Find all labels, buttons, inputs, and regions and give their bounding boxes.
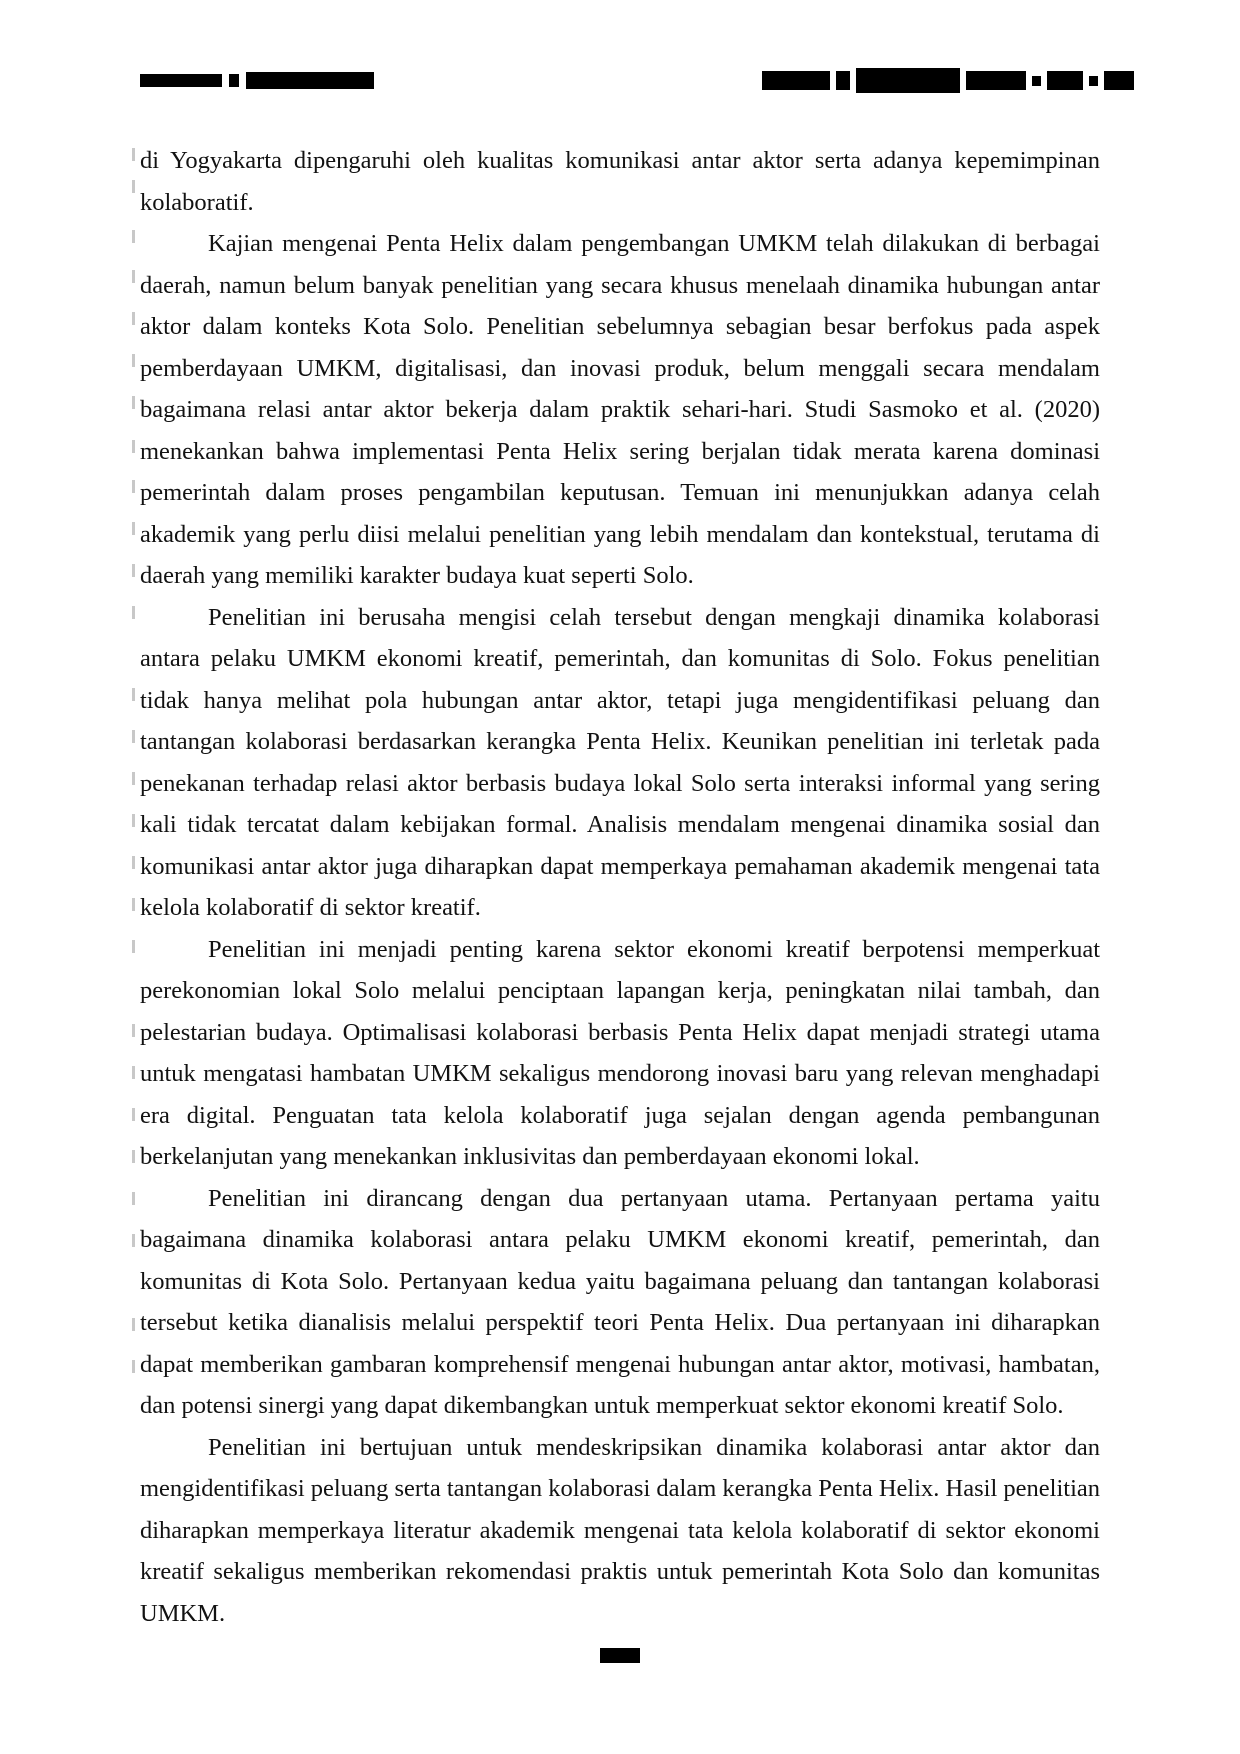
redaction-bar-icon xyxy=(229,74,239,87)
redaction-bar-icon xyxy=(246,72,374,89)
redaction-bar-icon xyxy=(966,71,1026,90)
redaction-bar-icon xyxy=(762,71,830,90)
redaction-bar-icon xyxy=(1047,71,1083,90)
redaction-bar-icon xyxy=(600,1648,640,1663)
redaction-bar-icon xyxy=(1104,71,1134,90)
header-left-redacted-block xyxy=(140,72,374,89)
header-right-redacted-block xyxy=(762,68,1134,93)
document-body xyxy=(140,140,1100,1634)
scan-artifact-marks xyxy=(132,140,138,1420)
paragraph: Penelitian ini berusaha mengisi celah tersebut dengan mengkaji dinamika kolaborasi antara pelaku UMKM ekonomi kreatif, pemerintah, dan komunitas di Solo. Fokus penelitian tidak hanya melihat pola hubungan antar aktor, tetapi juga mengidentifikasi peluang dan tantangan kolaborasi berdasarkan kerangka Penta Helix. Keunikan penelitian ini terletak pada penekanan terhadap relasi aktor berbasis budaya lokal Solo serta interaksi informal yang sering kali tidak tercatat dalam kebijakan formal. Analisis mendalam mengenai dinamika sosial dan komunikasi antar aktor juga diharapkan dapat memperkaya pemahaman akademik mengenai tata kelola kolaboratif di sektor kreatif. xyxy=(140,603,1100,921)
redaction-bar-icon xyxy=(836,71,850,90)
redaction-bar-icon xyxy=(140,74,222,87)
redaction-bar-icon xyxy=(1032,76,1041,86)
paragraph: Penelitian ini dirancang dengan dua pertanyaan utama. Pertanyaan pertama yaitu bagaimana dinamika kolaborasi antara pelaku UMKM ekonomi kreatif, pemerintah, dan komunitas di Kota Solo. Pertanyaan kedua yaitu bagaimana peluang dan tantangan kolaborasi tersebut ketika dianalisis melalui perspektif teori Penta Helix. Dua pertanyaan ini diharapkan dapat memberikan gambaran komprehensif mengenai hubungan antar aktor, motivasi, hambatan, dan potensi sinergi yang dapat dikembangkan untuk memperkuat sektor ekonomi kreatif Solo. xyxy=(140,1184,1100,1419)
paragraph: Kajian mengenai Penta Helix dalam pengembangan UMKM telah dilakukan di berbagai daerah, namun belum banyak penelitian yang secara khusus menelaah dinamika hubungan antar aktor dalam konteks Kota Solo. Penelitian sebelumnya sebagian besar berfokus pada aspek pemberdayaan UMKM, digitalisasi, dan inovasi produk, belum menggali secara mendalam bagaimana relasi antar aktor bekerja dalam praktik sehari-hari. Studi Sasmoko et al. (2020) menekankan bahwa implementasi Penta Helix sering berjalan tidak merata karena dominasi pemerintah dalam proses pengambilan keputusan. Temuan ini menunjukkan adanya celah akademik yang perlu diisi melalui penelitian yang lebih mendalam dan kontekstual, terutama di daerah yang memiliki karakter budaya kuat seperti Solo. xyxy=(140,230,1100,589)
redaction-bar-icon xyxy=(856,68,960,93)
page-header xyxy=(0,62,1240,110)
paragraph: di Yogyakarta dipengaruhi oleh kualitas komunikasi antar aktor serta adanya kepemimpinan kolaboratif. xyxy=(140,147,1100,216)
paragraph: Penelitian ini bertujuan untuk mendeskripsikan dinamika kolaborasi antar aktor dan mengidentifikasi peluang serta tantangan kolaborasi dalam kerangka Penta Helix. Hasil penelitian diharapkan memperkaya literatur akademik mengenai tata kelola kolaboratif di sektor ekonomi kreatif sekaligus memberikan rekomendasi praktis untuk pemerintah Kota Solo dan komunitas UMKM. xyxy=(140,1433,1100,1627)
paragraph: Penelitian ini menjadi penting karena sektor ekonomi kreatif berpotensi memperkuat perekonomian lokal Solo melalui penciptaan lapangan kerja, peningkatan nilai tambah, dan pelestarian budaya. Optimalisasi kolaborasi berbasis Penta Helix dapat menjadi strategi utama untuk mengatasi hambatan UMKM sekaligus mendorong inovasi baru yang relevan menghadapi era digital. Penguatan tata kelola kolaboratif juga sejalan dengan agenda pembangunan berkelanjutan yang menekankan inklusivitas dan pemberdayaan ekonomi lokal. xyxy=(140,935,1100,1170)
redaction-bar-icon xyxy=(1089,76,1098,86)
page-footer xyxy=(0,1648,1240,1668)
